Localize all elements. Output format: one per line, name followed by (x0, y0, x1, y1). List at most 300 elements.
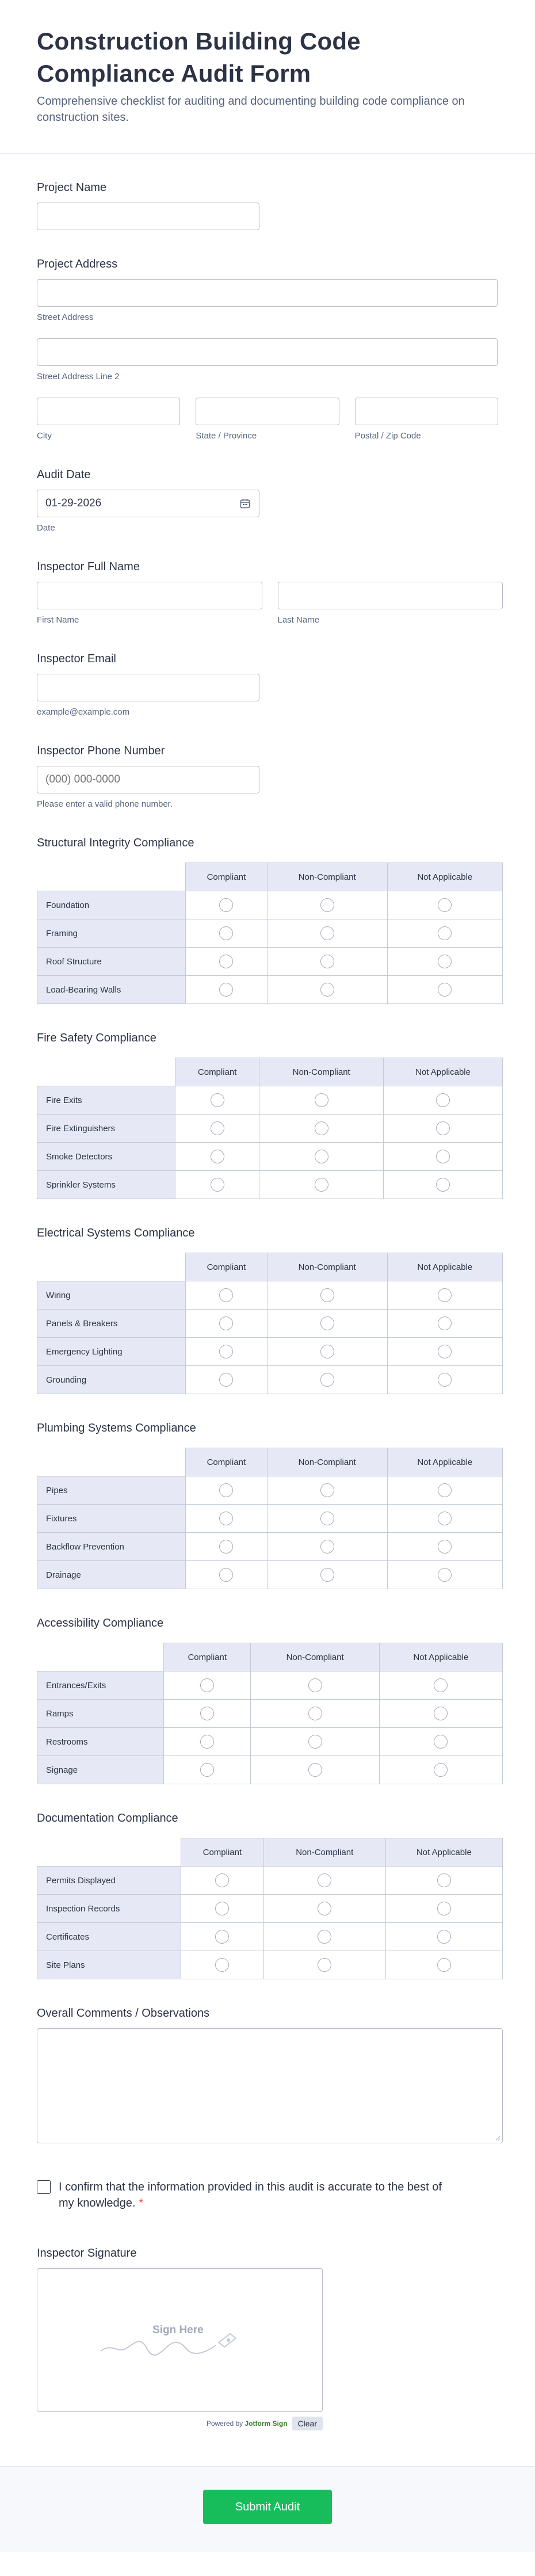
brand-name: Jotform Sign (244, 2419, 288, 2428)
city-sublabel: City (37, 431, 52, 441)
audit-date-picker (37, 490, 259, 517)
matrix-row (37, 1171, 503, 1199)
matrix-row-label: Certificates (37, 1923, 181, 1951)
compliance-matrix (37, 863, 503, 1004)
matrix-cell (387, 919, 502, 948)
compliance-matrix (37, 1253, 503, 1394)
compliance-radio[interactable] (219, 1345, 233, 1358)
matrix-column-header: Non-Compliant (251, 1643, 379, 1671)
matrix-cell (387, 1366, 502, 1394)
state-sublabel: State / Province (196, 431, 257, 441)
compliance-radio[interactable] (315, 1178, 328, 1192)
matrix-row-label: Load-Bearing Walls (37, 976, 186, 1004)
project-name-input[interactable] (37, 203, 259, 230)
compliance-radio[interactable] (215, 1873, 229, 1887)
form-footer (0, 2466, 535, 2552)
matrix-title: Accessibility Compliance (37, 1617, 164, 1629)
matrix-cell (385, 1895, 502, 1923)
matrix-cell (186, 1533, 268, 1561)
comments-label: Overall Comments / Observations (37, 2007, 210, 2020)
matrix-row-label: Pipes (37, 1476, 186, 1505)
matrix-column-header: Non-Compliant (259, 1058, 384, 1086)
matrix-row-label: Grounding (37, 1366, 186, 1394)
compliance-radio[interactable] (438, 926, 452, 940)
inspector-phone-field (37, 745, 498, 809)
signature-label: Inspector Signature (37, 2247, 137, 2260)
compliance-radio[interactable] (438, 1345, 452, 1358)
matrix-cell (267, 919, 387, 948)
compliance-matrices (37, 837, 498, 1979)
matrix-cell (186, 919, 268, 948)
compliance-radio[interactable] (438, 955, 452, 968)
matrix-row-label: Permits Displayed (37, 1867, 181, 1895)
matrix-cell (267, 891, 387, 919)
postal-input[interactable] (355, 398, 498, 425)
matrix-row (37, 919, 503, 948)
matrix-cell (259, 1143, 384, 1171)
compliance-radio[interactable] (320, 1568, 334, 1582)
matrix-row (37, 1338, 503, 1366)
matrix-row-label: Restrooms (37, 1728, 164, 1756)
compliance-radio[interactable] (219, 1568, 233, 1582)
compliance-radio[interactable] (436, 1121, 450, 1135)
last-name-sublabel: Last Name (277, 615, 320, 625)
matrix-cell (387, 1533, 502, 1561)
matrix-row (37, 1366, 503, 1394)
matrix-cell (175, 1115, 259, 1143)
matrix-corner (37, 1058, 175, 1086)
matrix-row-label: Fire Extinguishers (37, 1115, 175, 1143)
inspector-name-field (37, 560, 498, 625)
compliance-radio[interactable] (200, 1763, 214, 1777)
inspector-name-label: Inspector Full Name (37, 560, 140, 573)
matrix-title: Structural Integrity Compliance (37, 837, 194, 849)
inspector-email-field (37, 652, 498, 717)
matrix-cell (186, 1505, 268, 1533)
matrix-column-header: Not Applicable (387, 1253, 502, 1281)
matrix-column-header: Not Applicable (384, 1058, 503, 1086)
matrix-cell (263, 1895, 385, 1923)
matrix-column-header: Non-Compliant (267, 1448, 387, 1476)
matrix-cell (164, 1728, 251, 1756)
matrix-cell (267, 1310, 387, 1338)
compliance-radio[interactable] (320, 926, 334, 940)
form-title: Construction Building Code Compliance Audit Form (37, 28, 361, 87)
audit-date-input[interactable]: 01-29-2026 (37, 490, 259, 517)
compliance-radio[interactable] (434, 1763, 448, 1777)
signature-hint: Sign Here (152, 2324, 204, 2336)
matrix-cell (387, 1281, 502, 1310)
compliance-radio[interactable] (215, 1958, 229, 1972)
matrix-corner (37, 1643, 164, 1671)
matrix-header-row (37, 1643, 503, 1671)
matrix-row (37, 1756, 503, 1784)
compliance-radio[interactable] (211, 1093, 224, 1107)
compliance-radio[interactable] (438, 1568, 452, 1582)
matrix-row (37, 1476, 503, 1505)
matrix-cell (384, 1086, 503, 1115)
confirm-label: I confirm that the information provided in this audit is accurate to the best of my knowledge. (59, 2181, 442, 2209)
matrix-row-label: Roof Structure (37, 948, 186, 976)
compliance-radio[interactable] (438, 1483, 452, 1497)
compliance-radio[interactable] (438, 898, 452, 912)
compliance-radio[interactable] (320, 1288, 334, 1302)
compliance-matrix (37, 1058, 503, 1199)
matrix-row (37, 1671, 503, 1700)
compliance-radio[interactable] (318, 1930, 331, 1944)
compliance-radio[interactable] (215, 1902, 229, 1915)
street-address-2-sublabel: Street Address Line 2 (37, 372, 120, 381)
project-address-field (37, 258, 498, 441)
matrix-header-row (37, 1253, 503, 1281)
matrix-cell (387, 891, 502, 919)
matrix-cell (186, 1338, 268, 1366)
compliance-radio[interactable] (315, 1150, 328, 1163)
compliance-radio[interactable] (219, 1483, 233, 1497)
email-sublabel: example@example.com (37, 707, 130, 717)
matrix-row (37, 1728, 503, 1756)
state-input[interactable] (196, 398, 339, 425)
compliance-radio[interactable] (219, 898, 233, 912)
matrix-cell (387, 976, 502, 1004)
form-description: Comprehensive checklist for auditing and documenting building code compliance on construction sites. (37, 95, 465, 124)
matrix-cell (267, 1561, 387, 1589)
matrix-cell (186, 891, 268, 919)
matrix-row-label: Framing (37, 919, 186, 948)
compliance-radio[interactable] (320, 898, 334, 912)
compliance-radio[interactable] (320, 1345, 334, 1358)
matrix-row (37, 1867, 503, 1895)
project-name-field (37, 181, 498, 230)
audit-date-field (37, 468, 498, 533)
matrix-title: Plumbing Systems Compliance (37, 1422, 196, 1434)
street-address-sublabel: Street Address (37, 312, 94, 322)
matrix-header-row (37, 1838, 503, 1867)
compliance-radio[interactable] (200, 1707, 214, 1720)
matrix-field (37, 1812, 498, 1979)
confirm-text (59, 2179, 451, 2211)
matrix-row-label: Foundation (37, 891, 186, 919)
street-address-input[interactable] (37, 279, 498, 307)
matrix-cell (175, 1143, 259, 1171)
matrix-cell (384, 1143, 503, 1171)
matrix-cell (267, 1338, 387, 1366)
matrix-field (37, 837, 498, 1004)
confirm-field (37, 2179, 451, 2211)
powered-by-text: Powered by (206, 2419, 243, 2428)
matrix-cell (186, 976, 268, 1004)
matrix-cell (387, 1476, 502, 1505)
matrix-cell (186, 1281, 268, 1310)
matrix-row (37, 1951, 503, 1979)
compliance-radio[interactable] (320, 955, 334, 968)
matrix-row-label: Inspection Records (37, 1895, 181, 1923)
matrix-row (37, 1505, 503, 1533)
compliance-radio[interactable] (436, 1150, 450, 1163)
compliance-radio[interactable] (438, 1288, 452, 1302)
compliance-radio[interactable] (320, 1373, 334, 1387)
matrix-row-label: Fixtures (37, 1505, 186, 1533)
matrix-row-label: Ramps (37, 1700, 164, 1728)
signature-pad[interactable] (37, 2268, 323, 2412)
matrix-column-header: Compliant (186, 1448, 268, 1476)
compliance-radio[interactable] (315, 1121, 328, 1135)
matrix-column-header: Compliant (164, 1643, 251, 1671)
compliance-radio[interactable] (211, 1150, 224, 1163)
matrix-cell (259, 1171, 384, 1199)
matrix-row-label: Fire Exits (37, 1086, 175, 1115)
matrix-cell (263, 1923, 385, 1951)
matrix-cell (186, 1366, 268, 1394)
compliance-radio[interactable] (200, 1678, 214, 1692)
compliance-radio[interactable] (211, 1121, 224, 1135)
matrix-field (37, 1227, 498, 1394)
resize-grip-icon[interactable] (495, 2135, 500, 2141)
compliance-radio[interactable] (436, 1178, 450, 1192)
compliance-radio[interactable] (320, 1512, 334, 1525)
audit-date-sublabel: Date (37, 523, 55, 533)
compliance-radio[interactable] (437, 1873, 451, 1887)
compliance-radio[interactable] (200, 1735, 214, 1749)
compliance-radio[interactable] (219, 1316, 233, 1330)
compliance-radio[interactable] (438, 1373, 452, 1387)
compliance-radio[interactable] (318, 1902, 331, 1915)
audit-date-label: Audit Date (37, 468, 91, 481)
matrix-cell (164, 1700, 251, 1728)
matrix-row (37, 976, 503, 1004)
city-state-zip-row (37, 398, 498, 441)
matrix-corner (37, 863, 186, 891)
compliance-radio[interactable] (437, 1930, 451, 1944)
signature-field (37, 2247, 498, 2430)
matrix-column-header: Compliant (186, 863, 268, 891)
comments-field (37, 2007, 498, 2143)
compliance-radio[interactable] (434, 1707, 448, 1720)
matrix-cell (267, 1281, 387, 1310)
matrix-cell (267, 1476, 387, 1505)
compliance-radio[interactable] (308, 1678, 322, 1692)
matrix-cell (387, 1338, 502, 1366)
matrix-title: Electrical Systems Compliance (37, 1227, 195, 1239)
matrix-cell (387, 1505, 502, 1533)
compliance-radio[interactable] (219, 926, 233, 940)
matrix-column-header: Not Applicable (385, 1838, 502, 1867)
matrix-row (37, 1143, 503, 1171)
matrix-row (37, 1533, 503, 1561)
first-name-input[interactable] (37, 582, 262, 609)
compliance-radio[interactable] (434, 1678, 448, 1692)
calendar-icon[interactable] (240, 498, 250, 509)
matrix-cell (164, 1671, 251, 1700)
compliance-radio[interactable] (434, 1735, 448, 1749)
matrix-cell (379, 1671, 502, 1700)
matrix-row (37, 1086, 503, 1115)
compliance-radio[interactable] (318, 1958, 331, 1972)
matrix-column-header: Non-Compliant (267, 1253, 387, 1281)
matrix-column-header: Not Applicable (379, 1643, 502, 1671)
matrix-cell (384, 1171, 503, 1199)
matrix-cell (267, 1366, 387, 1394)
inspector-name-row (37, 582, 503, 625)
compliance-radio[interactable] (437, 1958, 451, 1972)
matrix-header-row (37, 1448, 503, 1476)
compliance-radio[interactable] (320, 983, 334, 997)
compliance-matrix (37, 1838, 503, 1979)
matrix-cell (384, 1115, 503, 1143)
compliance-radio[interactable] (215, 1930, 229, 1944)
compliance-radio[interactable] (219, 1288, 233, 1302)
matrix-row-label: Wiring (37, 1281, 186, 1310)
matrix-row-label: Drainage (37, 1561, 186, 1589)
matrix-row-label: Site Plans (37, 1951, 181, 1979)
compliance-radio[interactable] (308, 1763, 322, 1777)
matrix-corner (37, 1253, 186, 1281)
matrix-column-header: Not Applicable (387, 1448, 502, 1476)
compliance-radio[interactable] (219, 1512, 233, 1525)
matrix-cell (186, 1561, 268, 1589)
matrix-row-label: Backflow Prevention (37, 1533, 186, 1561)
clear-signature-button[interactable]: Clear (292, 2417, 323, 2430)
compliance-matrix (37, 1643, 503, 1784)
matrix-cell (379, 1728, 502, 1756)
matrix-cell (385, 1867, 502, 1895)
matrix-cell (251, 1700, 379, 1728)
matrix-cell (186, 1310, 268, 1338)
matrix-field (37, 1422, 498, 1589)
first-name-sublabel: First Name (37, 615, 79, 625)
last-name-input[interactable] (278, 582, 503, 609)
matrix-cell (186, 1476, 268, 1505)
matrix-row (37, 1700, 503, 1728)
project-address-label: Project Address (37, 258, 118, 270)
matrix-row-label: Signage (37, 1756, 164, 1784)
matrix-corner (37, 1448, 186, 1476)
matrix-title: Fire Safety Compliance (37, 1032, 156, 1044)
compliance-radio[interactable] (219, 1540, 233, 1554)
compliance-radio[interactable] (318, 1873, 331, 1887)
matrix-cell (175, 1086, 259, 1115)
matrix-column-header: Compliant (186, 1253, 268, 1281)
matrix-field (37, 1617, 498, 1784)
matrix-cell (379, 1756, 502, 1784)
matrix-row (37, 1281, 503, 1310)
matrix-cell (164, 1756, 251, 1784)
matrix-row-label: Emergency Lighting (37, 1338, 186, 1366)
compliance-radio[interactable] (438, 983, 452, 997)
compliance-radio[interactable] (436, 1093, 450, 1107)
matrix-cell (387, 1561, 502, 1589)
matrix-header-row (37, 1058, 503, 1086)
submit-button[interactable]: Submit Audit (203, 2490, 332, 2524)
matrix-row (37, 1561, 503, 1589)
matrix-cell (259, 1115, 384, 1143)
matrix-cell (387, 1310, 502, 1338)
matrix-cell (263, 1951, 385, 1979)
compliance-radio[interactable] (219, 1373, 233, 1387)
matrix-header-row (37, 863, 503, 891)
inspector-phone-label: Inspector Phone Number (37, 745, 165, 757)
compliance-radio[interactable] (320, 1540, 334, 1554)
phone-input[interactable] (37, 766, 259, 793)
required-mark: * (139, 2197, 144, 2209)
form-body (0, 181, 535, 2430)
compliance-radio[interactable] (308, 1707, 322, 1720)
compliance-radio[interactable] (211, 1178, 224, 1192)
matrix-cell (251, 1756, 379, 1784)
matrix-cell (379, 1700, 502, 1728)
compliance-radio[interactable] (219, 983, 233, 997)
matrix-row-label: Sprinkler Systems (37, 1171, 175, 1199)
matrix-row (37, 1115, 503, 1143)
phone-sublabel: Please enter a valid phone number. (37, 799, 173, 809)
project-name-label: Project Name (37, 181, 107, 194)
compliance-radio[interactable] (320, 1316, 334, 1330)
matrix-cell (385, 1923, 502, 1951)
matrix-cell (387, 948, 502, 976)
matrix-cell (186, 948, 268, 976)
confirm-checkbox[interactable] (37, 2180, 51, 2194)
compliance-radio[interactable] (308, 1735, 322, 1749)
matrix-cell (181, 1895, 264, 1923)
matrix-cell (251, 1728, 379, 1756)
matrix-row (37, 891, 503, 919)
matrix-cell (175, 1171, 259, 1199)
matrix-cell (251, 1671, 379, 1700)
matrix-cell (267, 948, 387, 976)
matrix-row (37, 1310, 503, 1338)
compliance-radio[interactable] (438, 1540, 452, 1554)
matrix-cell (263, 1867, 385, 1895)
compliance-radio[interactable] (438, 1316, 452, 1330)
matrix-cell (267, 1533, 387, 1561)
compliance-radio[interactable] (219, 955, 233, 968)
matrix-cell (259, 1086, 384, 1115)
email-input[interactable] (37, 674, 259, 701)
matrix-row-label: Panels & Breakers (37, 1310, 186, 1338)
matrix-cell (385, 1951, 502, 1979)
compliance-radio[interactable] (437, 1902, 451, 1915)
matrix-cell (267, 976, 387, 1004)
matrix-column-header: Compliant (175, 1058, 259, 1086)
comments-textarea[interactable] (37, 2028, 503, 2143)
city-input[interactable] (37, 398, 180, 425)
signature-footer (37, 2417, 323, 2430)
postal-sublabel: Postal / Zip Code (354, 431, 421, 441)
matrix-row-label: Smoke Detectors (37, 1143, 175, 1171)
compliance-radio[interactable] (438, 1512, 452, 1525)
compliance-radio[interactable] (320, 1483, 334, 1497)
compliance-matrix (37, 1448, 503, 1589)
matrix-column-header: Non-Compliant (263, 1838, 385, 1867)
street-address-2-input[interactable] (37, 338, 498, 366)
compliance-radio[interactable] (315, 1093, 328, 1107)
powered-by-label (207, 2419, 288, 2428)
matrix-column-header: Not Applicable (387, 863, 502, 891)
matrix-row-label: Entrances/Exits (37, 1671, 164, 1700)
matrix-row (37, 948, 503, 976)
matrix-column-header: Compliant (181, 1838, 264, 1867)
matrix-cell (181, 1951, 264, 1979)
matrix-row (37, 1923, 503, 1951)
form-header (0, 0, 535, 154)
matrix-row (37, 1895, 503, 1923)
matrix-column-header: Non-Compliant (267, 863, 387, 891)
matrix-cell (267, 1505, 387, 1533)
matrix-corner (37, 1838, 181, 1867)
matrix-field (37, 1032, 498, 1199)
inspector-email-label: Inspector Email (37, 652, 116, 665)
matrix-cell (181, 1867, 264, 1895)
